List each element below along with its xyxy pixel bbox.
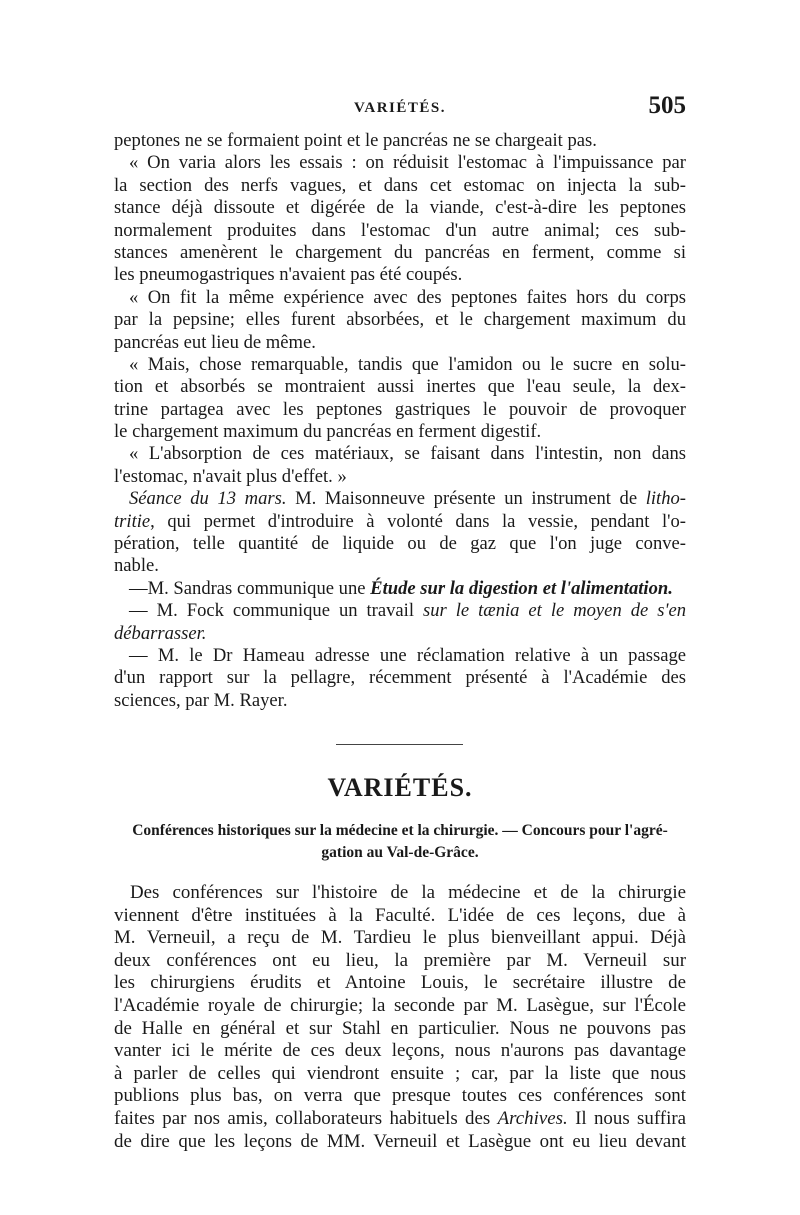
text-run: publions plus bas, on verra que presque toutes ces conférences sont [114,1085,686,1107]
text-run: trine partagea avec les peptones gastriques le pouvoir de provoquer [114,398,686,420]
text-run: de dire que les leçons de MM. Verneuil et Lasègue ont eu lieu devant [114,1130,686,1152]
section-subheading [114,820,686,864]
text-run: par la pepsine; elles furent absorbées, et le chargement maximum du [114,309,686,331]
text-line [114,905,686,928]
section-divider [336,744,463,745]
text-line [114,882,686,905]
text-run: « L'absorption de ces matériaux, se faisant dans l'intestin, non dans [129,443,686,465]
text-run: nable. [114,555,159,577]
text-run: pération, telle quantité de liquide ou de gaz que l'on juge conve- [114,533,686,555]
page-number: 505 [648,92,686,119]
text-run: de Halle en général et sur Stahl en particulier. Nous ne pouvons pas [114,1017,686,1039]
text-line [114,927,686,950]
text-line [114,511,686,533]
text-run: à parler de celles qui viendront ensuite ; car, par la liste que nous [114,1062,686,1084]
page-header [114,92,686,122]
italic-text-run: tritie [114,510,151,532]
text-run: — M. le Dr Hameau adresse une réclamation relative à un passage [129,644,686,666]
text-line [114,600,686,622]
text-line [114,197,686,219]
text-line [114,421,686,443]
text-run: M. Verneuil, a reçu de M. Tardieu le plus bienveillant appui. Déjà [114,927,686,949]
text-line [114,533,686,555]
text-line [114,309,686,331]
text-run: vanter ici le mérite de ces deux leçons, nous n'aurons pas davantage [114,1040,686,1062]
text-line [114,488,686,510]
text-line [114,690,686,712]
text-run: M. Maisonneuve présente un instrument de [286,488,646,510]
text-line [114,152,686,174]
text-line [114,332,686,354]
text-line [114,1063,686,1086]
text-line [114,995,686,1018]
text-run: la section des nerfs vagues, et dans cet estomac on injecta la sub- [114,174,686,196]
text-run: —M. Sandras communique une [129,577,371,599]
text-run: sciences, par M. Rayer. [114,689,288,711]
text-run: deux conférences ont eu lieu, la première par M. Verneuil sur [114,949,686,971]
text-run: « Mais, chose remarquable, tandis que l'amidon ou le sucre en solu- [129,353,686,375]
text-line [114,175,686,197]
text-run: — M. Fock communique un travail [129,600,423,622]
text-line [114,399,686,421]
text-line [114,287,686,309]
italic-text-run: Séance du 13 mars. [129,488,287,510]
text-run: les pneumogastriques n'avaient pas été coupés. [114,264,463,286]
italic-text-run: Archives. [497,1107,568,1129]
text-line [114,1040,686,1063]
text-line [114,264,686,286]
text-line [114,1018,686,1041]
italic-text-run: litho- [645,488,686,510]
italic-text-run: débarrasser. [114,622,207,644]
text-run: pancréas eut lieu de même. [114,331,316,353]
text-line [114,466,686,488]
running-title: VARIÉTÉS. [353,100,446,116]
text-run: peptones ne se formaient point et le pancréas ne se chargeait pas. [114,130,597,151]
text-run: normalement produites dans l'estomac d'un autre animal; ces sub- [114,219,686,241]
text-line [114,555,686,577]
text-line [114,242,686,264]
text-run: le chargement maximum du pancréas en ferment digestif. [114,421,542,443]
text-run: stances amenèrent le chargement du pancréas en ferment, comme si [114,241,686,263]
text-line [114,376,686,398]
text-line [114,667,686,689]
text-run: faites par nos amis, collaborateurs habituels des [114,1107,498,1129]
text-line [114,443,686,465]
text-run: l'Académie royale de chirurgie; la seconde par M. Lasègue, sur l'École [114,994,686,1016]
text-run: les chirurgiens érudits et Antoine Louis, le secrétaire illustre de [114,972,686,994]
text-line [114,950,686,973]
text-run: Des conférences sur l'histoire de la médecine et de la chirurgie [130,882,686,903]
section-title: VARIÉTÉS. [327,773,473,802]
text-run: viennent d'être instituées à la Faculté. L'idée de ces leçons, due à [114,904,686,926]
text-run: stance déjà dissoute et digérée de la viande, c'est-à-dire les peptones [114,197,686,219]
italic-text-run: Étude sur la digestion et l'alimentation. [370,577,673,599]
text-line [114,623,686,645]
text-run: , qui permet d'introduire à volonté dans la vessie, pendant l'o- [150,510,686,532]
text-run: d'un rapport sur la pellagre, récemment présenté à l'Académie des [114,667,686,689]
text-run: tion et absorbés se montraient aussi inertes que l'eau seule, la dex- [114,376,686,398]
text-line [114,1108,686,1131]
text-line [114,130,686,152]
text-run: Il nous suffira [567,1107,686,1129]
subheading-line: Conférences historiques sur la médecine et la chirurgie. — Concours pour l'agré- [132,822,668,839]
body-text-bottom [114,882,686,1153]
body-text-top [114,130,686,712]
text-line [114,1085,686,1108]
text-line [114,1131,686,1154]
text-line [114,578,686,600]
italic-text-run: sur le tænia et le moyen de s'en [422,600,686,622]
subheading-line: gation au Val-de-Grâce. [321,844,479,861]
text-line [114,972,686,995]
text-run: « On varia alors les essais : on réduisit l'estomac à l'impuissance par [129,152,686,174]
text-line [114,220,686,242]
text-line [114,354,686,376]
text-run: « On fit la même expérience avec des peptones faites hors du corps [129,286,686,308]
text-line [114,645,686,667]
text-run: l'estomac, n'avait plus d'effet. » [114,465,347,487]
